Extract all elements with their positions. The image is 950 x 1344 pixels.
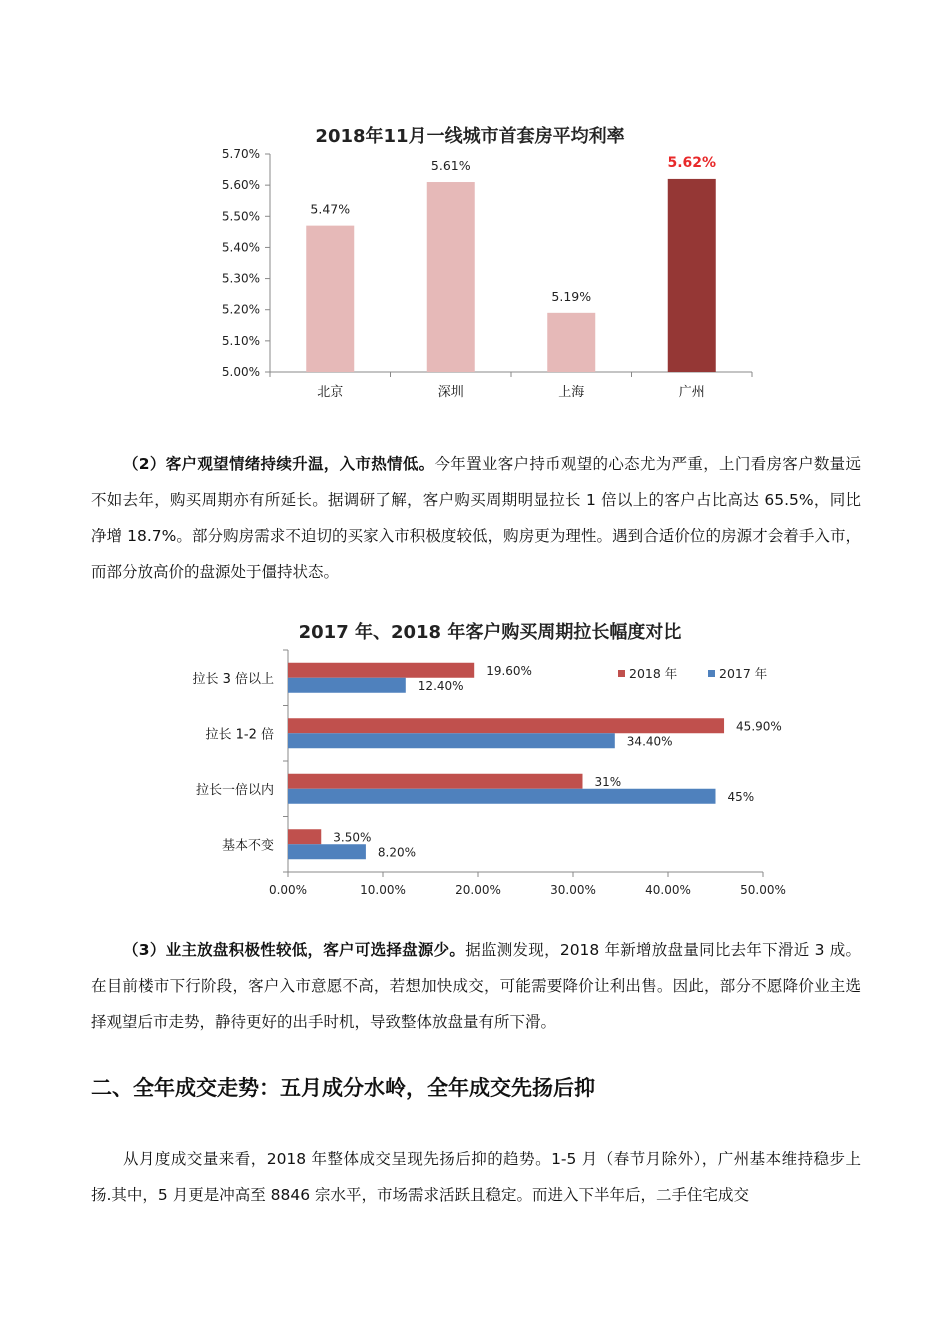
y-tick-label: 5.70% — [221, 147, 260, 161]
category-label: 广州 — [678, 385, 705, 400]
paragraph-listing — [91, 932, 861, 1040]
category-label: 拉长一倍以内 — [195, 782, 274, 798]
bar-value-label: 8.20% — [377, 845, 417, 860]
bar-value-label: 31% — [594, 774, 622, 789]
chart1-svg — [200, 140, 770, 410]
bar-value-label: 5.62% — [667, 154, 717, 171]
bar-value-label: 34.40% — [626, 734, 673, 749]
paragraph-monthly — [91, 1141, 861, 1213]
y-tick-label: 5.40% — [221, 240, 260, 255]
legend-swatch — [708, 670, 715, 677]
y-tick-label: 5.50% — [221, 209, 260, 224]
bar-2017年-3 — [288, 789, 716, 804]
bar-value-label: 45.90% — [736, 719, 782, 734]
bar-value-label: 5.19% — [551, 288, 592, 304]
bar-value-label: 3.50% — [333, 830, 372, 845]
bar-2018年-3 — [288, 774, 583, 789]
bar-value-label: 12.40% — [417, 678, 464, 693]
bar-2017年-4 — [288, 844, 366, 859]
bar-value-label: 45% — [727, 789, 755, 804]
y-tick-label: 5.00% — [221, 365, 260, 379]
y-tick-label: 5.20% — [221, 302, 260, 317]
category-label: 基本不变 — [221, 838, 274, 854]
legend-label: 2017 年 — [719, 666, 768, 681]
chart2-title: 2017 年、2018 年客户购买周期拉长幅度对比 — [298, 622, 682, 643]
x-tick-label: 30.00% — [550, 883, 596, 897]
y-tick-label: 5.30% — [221, 271, 260, 286]
paragraph-listing-lead: （3）业主放盘积极性较低，客户可选择盘源少。 — [123, 941, 466, 959]
paragraph-monthly-body: 从月度成交量来看，2018 年整体成交呈现先扬后抑的趋势。1-5 月（春节月除外），广州基本维持稳步上扬.其中，5 月更是冲高至 8846 宗水平，市场需求活跃且稳定。而进入下半年后，二手住宅成交 — [91, 1150, 861, 1204]
bar-value-label: 19.60% — [486, 663, 532, 678]
bar-1 — [306, 226, 354, 372]
x-tick-label: 0.00% — [268, 883, 308, 897]
chart1-title: 2018年11月一线城市首套房平均利率 — [315, 126, 625, 147]
paragraph-listing-body: 据监测发现，2018 年新增放盘量同比去年下滑近 3 成。在目前楼市下行阶段，客户入市意愿不高，若想加快成交，可能需要降价让利出售。因此，部分不愿降价业主选择观望后市走势，静待更好的出手时机，导致整体放盘量有所下滑。 — [91, 941, 861, 1031]
paragraph-buyer-wait-body: 今年置业客户持币观望的心态尤为严重，上门看房客户数量远不如去年，购买周期亦有所延长。据调研了解，客户购买周期明显拉长 1 倍以上的客户占比高达 65.5%，同比净增 18.7%。部分购房需求不迫切的买家入市积极度较低，购房更为理性。遇到合适价位的房源才会着手入市，而部分放高价的盘源处于僵持状态。 — [91, 455, 861, 581]
category-label: 拉长 1-2 倍 — [205, 727, 274, 743]
bar-2018年-4 — [288, 829, 321, 844]
section-heading: 二、全年成交走势：五月成分水岭，全年成交先扬后抑 — [91, 1076, 595, 1100]
y-tick-label: 5.60% — [221, 178, 260, 193]
bar-value-label: 5.47% — [310, 201, 351, 217]
bar-4 — [668, 179, 716, 372]
category-label: 上海 — [558, 385, 585, 400]
paragraph-buyer-wait — [91, 446, 861, 590]
category-label: 深圳 — [437, 385, 464, 400]
bar-2018年-1 — [288, 663, 474, 678]
bar-2017年-1 — [288, 678, 406, 693]
bar-3 — [547, 313, 595, 372]
category-label: 北京 — [317, 385, 344, 400]
bar-2018年-2 — [288, 718, 724, 733]
y-tick-label: 5.10% — [221, 333, 260, 348]
bar-2017年-2 — [288, 733, 615, 748]
category-label: 拉长 3 倍以上 — [192, 671, 274, 687]
legend-label: 2018 年 — [629, 666, 678, 681]
x-tick-label: 40.00% — [645, 883, 691, 897]
x-tick-label: 20.00% — [455, 883, 501, 897]
x-tick-label: 10.00% — [360, 883, 406, 897]
x-tick-label: 50.00% — [740, 883, 786, 897]
bar-2 — [427, 182, 475, 372]
bar-value-label: 5.61% — [430, 158, 471, 174]
chart2-svg — [170, 640, 810, 910]
legend-swatch — [618, 670, 625, 677]
paragraph-buyer-wait-lead: （2）客户观望情绪持续升温，入市热情低。 — [123, 455, 435, 473]
